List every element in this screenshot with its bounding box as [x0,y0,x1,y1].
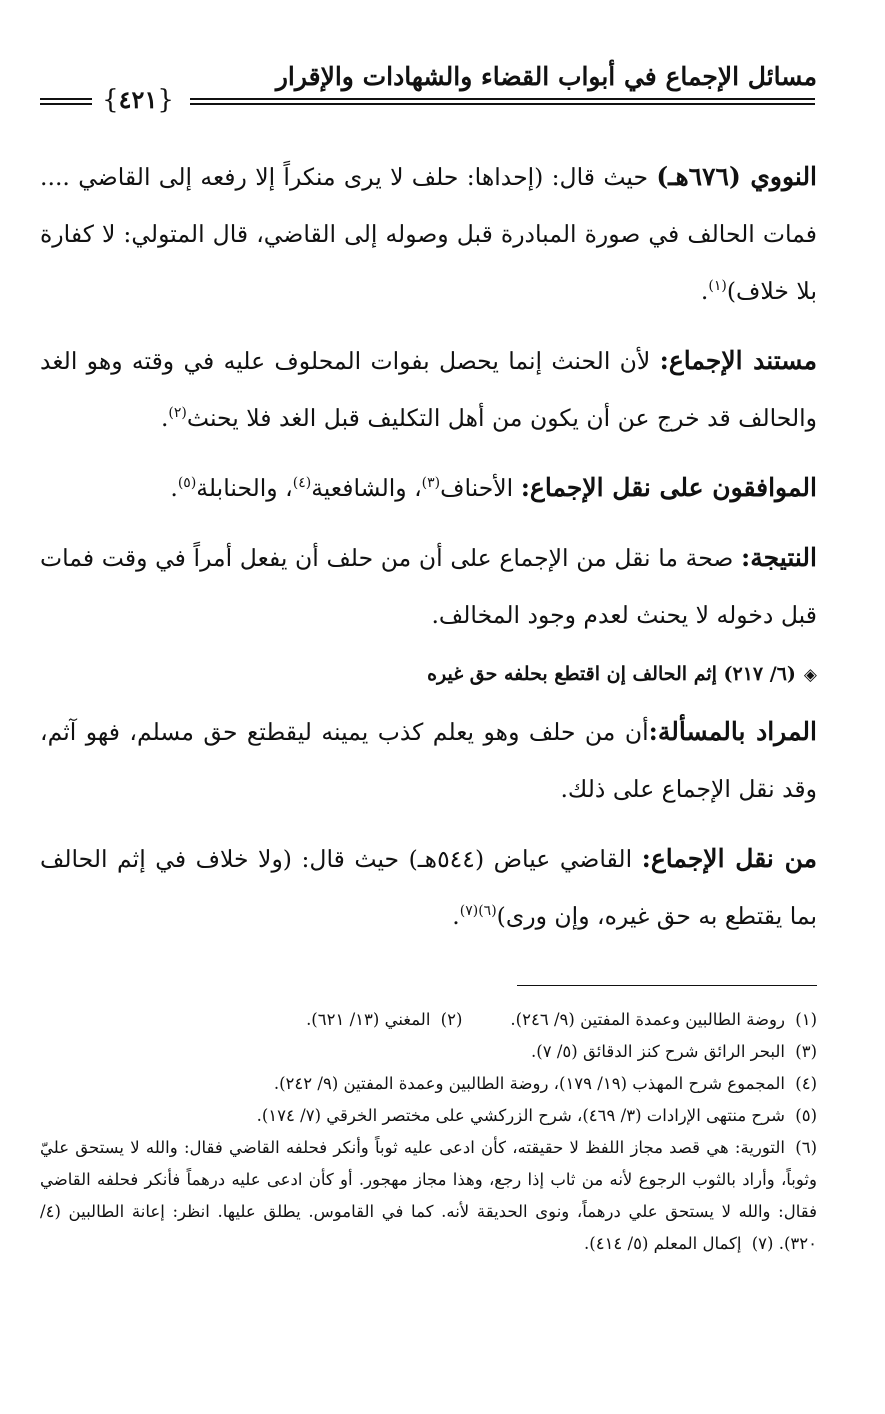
paragraph-tail: . [452,902,460,930]
footnote-number: (١) [795,1010,817,1029]
footnote-text: المغني (١٣/ ٦٢١). [306,1010,431,1029]
paragraph-lead: النتيجة: [741,543,817,572]
diamond-bullet-icon: ◈ [803,665,817,685]
footnote-number: (٢) [440,1010,463,1029]
footnote-number: (٣) [795,1042,817,1061]
paragraph-text: ، والحنابلة [196,474,293,502]
ornament-bracket: { [102,85,119,115]
header-rule [40,103,92,105]
paragraph-transmitter [40,830,817,945]
paragraph-lead: مستند الإجماع: [659,346,817,375]
footnote-separator [517,985,817,986]
footnote-ref: (٦)(٧) [459,903,497,920]
footnote [40,1068,817,1100]
main-text [40,148,817,957]
footnote-number: (٧) [751,1234,774,1253]
paragraph-text: أن من حلف وهو يعلم كذب يمينه ليقطتع حق مسلم، فهو آثم، وقد نقل الإجماع على ذلك. [40,718,817,803]
footnote-text: البحر الرائق شرح كنز الدقائق (٥/ ٧). [531,1042,785,1061]
footnote-ref: (٥) [177,475,197,492]
footnote-ref: (٣) [421,475,441,492]
paragraph-lead: المراد بالمسألة: [648,717,817,746]
footnote-number: (٥) [795,1106,817,1125]
header-rule [190,103,815,105]
running-title: مسائل الإجماع في أبواب القضاء والشهادات والإقرار [275,62,817,91]
paragraph-result [40,529,817,644]
footnote [40,1036,817,1068]
footnote-text: المجموع شرح المهذب (١٩/ ١٧٩)، روضة الطالبين وعمدة المفتين (٩/ ٢٤٢). [273,1074,785,1093]
footnote-ref: (٢) [168,405,187,422]
paragraph-text: الأحناف [440,474,521,502]
issue-heading-text: (٦/ ٢١٧) إثم الحالف إن اقتطع بحلفه حق غيره [427,663,796,685]
header-rule [190,98,815,100]
paragraph-agreeing [40,459,817,517]
issue-heading [40,656,817,693]
paragraph-tail: . [700,277,709,305]
paragraph-nawawi [40,148,817,320]
footnote-text: التورية: هي قصد مجاز اللفظ لا حقيقته، كأن ادعى عليه ثوباً وأنكر فحلفه القاضي فقال: والله لا يستحق عليّ وثوباً، وأراد بالثوب الرجوع لأنه من ثاب إذا رجع، وهذا مجاز مهجور. أو كأن ادعى عليه درهماً فأنكر فحلفه القاضي فقال: والله لا يستحق علي درهماً، ونوى الحديقة لأنه. كما في القاموس. يطلق عليها. انظر: إعانة الطالبين (٤/ ٣٢٠). [40,1138,817,1253]
paragraph-text: لأن الحنث إنما يحصل بفوات المحلوف عليه في وقته وهو الغد والحالف قد خرج عن أن يكون من أهل التكليف قبل الغد فلا يحنث [40,347,817,432]
header-rule [40,98,92,100]
paragraph-text: القاضي عياض (٥٤٤هـ) حيث قال: (ولا خلاف في إثم الحالف بما يقتطع به حق غيره، وإن ورى) [40,845,817,930]
footnote-text: روضة الطالبين وعمدة المفتين (٩/ ٢٤٦). [510,1010,785,1029]
footnotes [40,1004,817,1260]
ornament-bracket: } [157,85,174,115]
paragraph-lead: الموافقون على نقل الإجماع: [520,473,817,502]
footnote [40,1100,817,1132]
paragraph-tail: . [170,474,178,502]
footnote-number: (٦) [795,1138,817,1157]
paragraph-text: صحة ما نقل من الإجماع على أن من حلف أن يفعل أمراً في وقت فمات قبل دخوله لا يحنث لعدم وجود المخالف. [40,544,817,629]
paragraph-lead: من نقل الإجماع: [641,844,817,873]
footnote-row [40,1004,817,1036]
footnote-ref: (١) [708,278,727,295]
footnote-text: شرح منتهى الإرادات (٣/ ٤٦٩)، شرح الزركشي على مختصر الخرقي (٧/ ١٧٤). [256,1106,785,1125]
paragraph-lead: النووي (٦٧٦هـ) [656,162,818,191]
paragraph-text: ، والشافعية [311,474,422,502]
page-number-ornament [92,82,184,118]
paragraph-text: حيث قال: (إحداها: حلف لا يرى منكراً إلا رفعه إلى القاضي .... فمات الحالف في صورة المبادرة قبل وصوله إلى القاضي، قال المتولي: لا كفارة بلا خلاف) [40,163,817,305]
footnote [40,1132,817,1260]
paragraph-meaning [40,703,817,818]
paragraph-basis [40,332,817,447]
footnote-text: إكمال المعلم (٥/ ٤١٤). [584,1234,742,1253]
footnote-number: (٤) [795,1074,817,1093]
paragraph-tail: . [160,404,169,432]
page-number: ٤٢١ [118,85,158,114]
footnote-ref: (٤) [292,475,312,492]
